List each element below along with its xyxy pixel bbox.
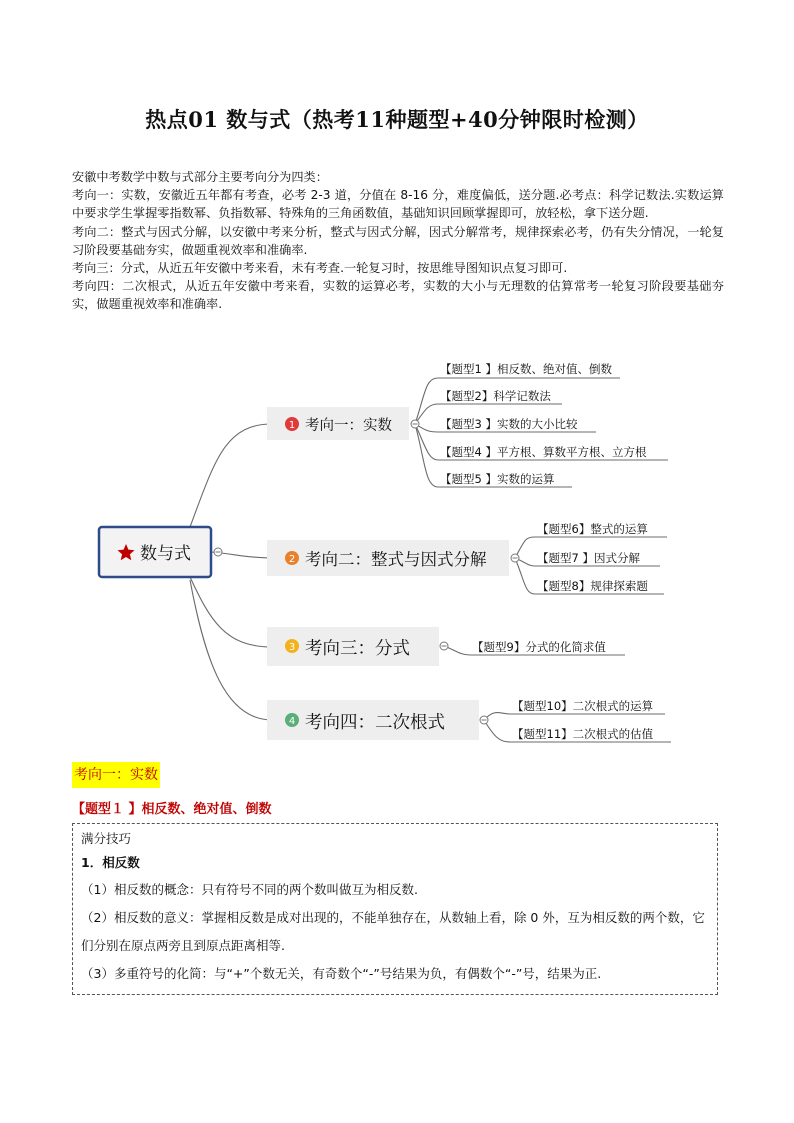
tips-subhead: 1．相反数 [81, 855, 140, 870]
mind-root-node [99, 527, 222, 577]
type-item: 【题型1 】相反数、绝对值、倒数 [440, 362, 612, 376]
type-item: 【题型4 】平方根、算数平方根、立方根 [440, 445, 647, 459]
intro-line: 安徽中考数学中数与式部分主要考向分为四类： [72, 170, 328, 184]
type-heading: 【题型１ 】相反数、绝对值、倒数 [72, 802, 272, 817]
mind-direction-1 [267, 407, 419, 440]
type-item: 【题型11】二次根式的估值 [512, 727, 654, 741]
tips-box [72, 823, 718, 995]
intro-text [72, 168, 724, 314]
direction-badge-number: 3 [288, 642, 296, 653]
direction-badge-number: 4 [288, 716, 296, 727]
direction-3-types [472, 640, 606, 654]
tips-item: （3）多重符号的化简：与“+”个数无关，有奇数个“-”号结果为负，有偶数个“-”号，结果为正. [81, 966, 602, 981]
tips-item: （1）相反数的概念：只有符号不同的两个数叫做互为相反数. [81, 882, 418, 897]
type-item: 【题型6】整式的运算 [537, 522, 648, 536]
type-item: 【题型7 】因式分解 [537, 551, 640, 565]
type-item: 【题型9】分式的化简求值 [472, 640, 606, 654]
direction-label: 考向一：实数 [305, 418, 392, 434]
type-item: 【题型10】二次根式的运算 [512, 699, 654, 713]
type-item: 【题型8】规律探索题 [537, 579, 648, 593]
intro-line: 考向四：二次根式，从近五年安徽中考来看，实数的运算必考，实数的大小与无理数的估算常考一轮复习阶段要基础夯实，做题重视效率和准确率. [72, 279, 724, 312]
direction-badge-number: 1 [288, 420, 296, 431]
mind-direction-3 [267, 627, 448, 666]
direction-label: 考向二：整式与因式分解 [305, 550, 487, 569]
tips-head: 满分技巧 [81, 831, 132, 846]
type-item: 【题型5 】实数的运算 [440, 472, 555, 486]
mind-direction-2 [267, 540, 519, 576]
mind-direction-4 [267, 700, 488, 740]
direction-1-types [440, 362, 647, 486]
direction-badge-number: 2 [288, 554, 296, 565]
page-title: 热点01 数与式（热考11种题型+40分钟限时检测） [145, 107, 649, 132]
mind-map [0, 345, 794, 755]
section-heading: 考向一：实数 [72, 762, 160, 788]
direction-2-types [537, 522, 648, 593]
type-item: 【题型2】科学记数法 [440, 389, 551, 403]
intro-line: 考向一：实数，安徽近五年都有考查，必考 2-3 道，分值在 8-16 分，难度偏低，送分题.必考点：科学记数法.实数运算中要求学生掌握零指数幂、负指数幂、特殊角的三角函数值，基础知识回顾掌握即可，放轻松，拿下送分题. [72, 188, 724, 221]
direction-label: 考向三：分式 [305, 639, 410, 659]
tips-item: （2）相反数的意义：掌握相反数是成对出现的，不能单独存在，从数轴上看，除 0 外，互为相反数的两个数，它们分别在原点两旁且到原点距离相等. [81, 910, 705, 953]
mind-root-label: 数与式 [140, 544, 191, 564]
intro-line: 考向二：整式与因式分解，以安徽中考来分析，整式与因式分解，因式分解常考，规律探索必考，仍有失分情况，一轮复习阶段要基础夯实，做题重视效率和准确率. [72, 224, 724, 257]
type-item: 【题型3 】实数的大小比较 [440, 417, 578, 431]
intro-line: 考向三：分式，从近五年安徽中考来看，未有考查.一轮复习时，按思维导图知识点复习即可. [72, 261, 568, 276]
direction-label: 考向四：二次根式 [305, 713, 445, 733]
direction-4-types [512, 699, 654, 741]
